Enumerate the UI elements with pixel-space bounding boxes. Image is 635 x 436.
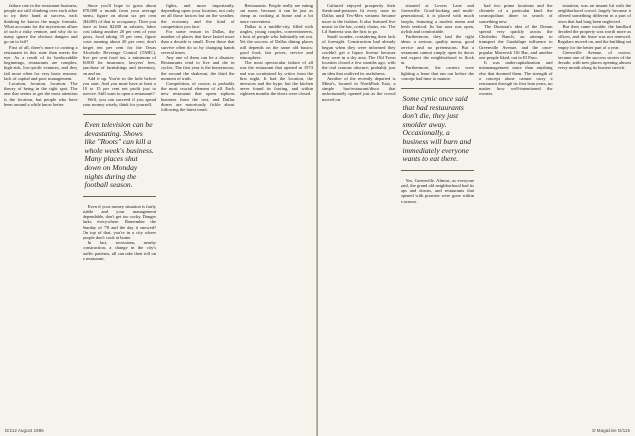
paragraph: Restaurants. People really are eating out more, because it can be just as cheap as cooking at home and a lot more convenient.	[239, 3, 313, 24]
paragraph: Well, you can succeed if you spend your money wisely, think for yourself.	[82, 96, 156, 107]
paragraph: But then came trouble: the landlord decided the property was worth more as offices, and the lease was not renewed. Regulars moved on, and the building sat empty for the better part of a year.	[557, 23, 631, 50]
paragraph: Furthermore, they had the right ideas: a serious, quality menu, good service and no pretensions. But a restaurant cannot simply open its doors and expect the neighborhood to flock in.	[400, 34, 474, 66]
paragraph: situation, was an instant hit with the neighborhood crowd, largely because it offered something different in a part of town that had long been neglected.	[557, 3, 631, 24]
paragraph: Even if your money situation is fairly stable and your management dependable, don't get too cocky. Danger lurks everywhere. Remember the Sunday of '78 and the day it snowed? On top of that, you're in a city where people don't cook at home.	[82, 203, 156, 241]
paragraph: In fact, recessions, nearby construction, a change in the city's traffic patterns, all can take their toll on a restaurant.	[82, 240, 156, 261]
paragraph: Location, location, location: The theory of being in the right spot. The one that seems to get the most attention is the location, but people who have been around a while know better.	[4, 81, 78, 107]
paragraph: Dallas is a middle-city, filled with singles, young couples, conventioneers, a host of people who habitually eat out. Yet the success of Dallas dining places still depends on the same old basics: good food, fair prices, service and atmosphere.	[239, 23, 313, 61]
left-page-columns	[4, 3, 313, 423]
column-1	[322, 3, 396, 423]
page-folio: D Magazine D/115	[592, 428, 630, 433]
pull-quote: Some cynic once said that bad restaurants don't die, they just smolder away. Occasionally, a business will burn and immediately everyone wants to eat there.	[401, 88, 475, 171]
page-folio: D/112 August 1986	[5, 428, 44, 433]
paragraph: Since you'll hope to gross about $70,000 a month from your average menu, figure on about six per cent ($4200) of that to occupancy. Then you have at least $2200 in salaries, labor cost taking another 20 per cent of your gross, food taking 35 per cent, figure costs running about 20 per cent; don't forget ten per cent for the Texas Alcoholic Beverage Control (TABC), five per cent food tax, a minimum of $1000 for insurance, lawyers' fees, purchase of furnishings and inventory, on and on.	[82, 3, 156, 76]
column-2	[83, 3, 157, 423]
paragraph: had two prime locations and the clientele of a particular kind: the cosmopolitan diner in search of something new.	[479, 3, 553, 24]
column-1	[4, 3, 78, 423]
paragraph: The Dunston's idea of the Dream spread very quickly across the Chisholm Ranch, an attempt to transport the Guadalupe influence to Greenville Avenue, and the once-popular Maverick Oil Bar, and another one people liked, out in El Paso.	[479, 23, 553, 61]
paragraph: situated at Lovers Lane and Greenville. Good-looking and multi-generational, it is placed with much hoopla, featuring a modest menu and fresh seafood. Its bar area was open, stylish and comfortable.	[400, 3, 474, 35]
left-page	[0, 0, 317, 436]
paragraph: Another of the recently departed is Mimi's, located in NorthPark East, a simple bar/restaurant/disco that unfortunately opened just as the crowd moved on.	[322, 75, 396, 102]
paragraph: The most spectacular failure of all was the restaurant that opened in 1974 and was scrutinized by critics from the first night. It had the location, the investors and the hype, but the kitchen never found its footing, and within eighteen months the doors were closed.	[239, 60, 313, 97]
column-2	[401, 3, 475, 423]
paragraph: failure rate in the restaurant business, people are still climbing over each other to try their hand at success, each thinking he knows the magic formula. What accounts for the mysterious allure of such a risky venture, and why do so many ignore the obvious dangers and go on to fail?	[4, 3, 78, 45]
paragraph: Add it up. You're in the hole before you start. And you must have at least a 10 to 15 per cent net profit just to survive. Still want to open a restaurant?	[82, 75, 156, 97]
pull-quote: Even television can be devastating. Shows like "Roots" can kill a whole week's business. Many places shut down on Monday nights during the football season.	[83, 114, 157, 197]
paragraph: Furthermore, the owners were fighting a lease that ran out before the concept had time to mature.	[400, 65, 474, 81]
paragraph: Competition, of course, is probably the most crucial element of all. Each new restaurant that opens siphons business from the rest, and Dallas diners are notoriously fickle about following the latest trend.	[161, 81, 235, 113]
column-4	[240, 3, 314, 423]
column-3	[161, 3, 235, 423]
paragraph: For some reason in Dallas, the number of places that have lasted more than a decade is small. Even those that survive often do so by changing hands several times.	[161, 29, 235, 55]
paragraph: It was undercapitalization and mismanagement more than anything else that doomed them. The strength of a concept alone cannot carry a restaurant through its first lean years, no matter how well-intentioned the owners.	[479, 60, 553, 97]
paragraph: Small wonder, considering their lack of foresight. Construction had already begun when they were informed they couldn't get a liquor license because they were in a dry area. The Old Town location closed a few months ago, with the real reasons obscure; probably just an idea that outlived its usefulness.	[322, 34, 396, 76]
column-4	[558, 3, 632, 423]
column-3	[479, 3, 553, 423]
right-page-columns	[322, 3, 631, 423]
paragraph: fights, and more importantly, depending upon your location, not only on all those factors but on the weather, the economy and the kind of competition you face.	[161, 3, 235, 29]
paragraph: Greenville Avenue, of course, became one of the success stories of the decade, with new places opening almost every month along its busiest stretch.	[557, 49, 631, 71]
right-page	[318, 0, 635, 436]
paragraph: Cultured enjoyed prosperity their Steak-and-potatoes fit every taste in Dallas until Tex-Mex variants became more to the fashion. It also featured live music in the bar, comfy chairs, etc. The Lil Santeria was the first to go.	[322, 3, 396, 35]
paragraph: Any one of them can be a disaster: Restaurants tend to live and die in cycles. The first year is the honeymoon, the second the shakeout, the third the moment of truth.	[161, 55, 235, 81]
paragraph: First of all, there's more to owning a restaurant in this state than meets the eye. As a result of its hardscrabble beginnings, restaurants are complex, high-risk, low-profit ventures, and they fail more often for very basic reasons: lack of capital and poor management.	[4, 44, 78, 81]
paragraph: Yes, Greenville. Almost, as everyone said, the grand old neighborhood had its ups and downs, and restaurants that opened with promise were gone within a season.	[400, 177, 474, 204]
